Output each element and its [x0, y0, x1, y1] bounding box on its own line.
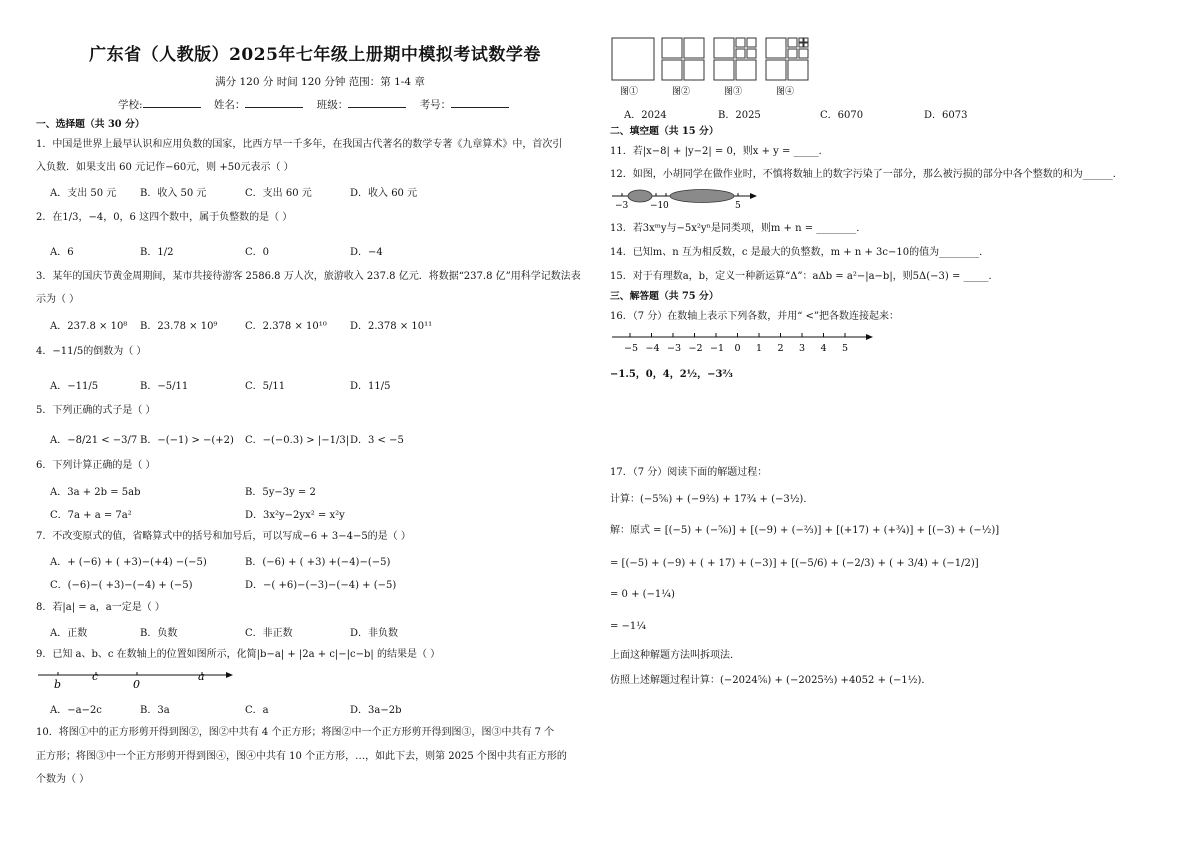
- q17-step-1: 解：原式 = [(−5) + (−⅚)] + [(−9) + (−⅔)] + [(+17) + (+¾)] + [(−3) + (−½)]: [610, 525, 1000, 536]
- fig4-caption: 图④: [776, 87, 795, 97]
- q5-option-a[interactable]: A．−8/21 < −3/7: [50, 435, 138, 446]
- q4-option-b[interactable]: B．−5/11: [140, 381, 189, 392]
- section-solve: 三、解答题（共 75 分）: [610, 291, 719, 302]
- q16-tick-label: −4: [645, 343, 660, 354]
- q6-option-b[interactable]: B．5y−3y = 2: [245, 487, 316, 498]
- ink-blot-right: [670, 190, 734, 203]
- q16-tick-label: −2: [688, 343, 703, 354]
- q3-option-a[interactable]: A．237.8 × 10⁸: [50, 321, 128, 332]
- q16-tick-label: 0: [734, 343, 741, 354]
- name-label: 姓名：: [213, 99, 246, 111]
- q10-option-c[interactable]: C．6070: [820, 110, 864, 121]
- q12-label-minus3: −3: [615, 201, 629, 210]
- q6-option-a[interactable]: A．3a + 2b = 5ab: [50, 487, 141, 498]
- q4-option-c[interactable]: C．5/11: [245, 381, 286, 392]
- q10-figures: [610, 36, 830, 98]
- q5-option-b[interactable]: B．−(−1) > −(+2): [140, 435, 234, 446]
- q3-option-c[interactable]: C．2.378 × 10¹⁰: [245, 321, 327, 332]
- fig3-caption: 图③: [724, 87, 743, 97]
- q9-option-c[interactable]: C．a: [245, 705, 269, 716]
- q9-option-a[interactable]: A．−a−2c: [50, 705, 102, 716]
- q1-option-d[interactable]: D．收入 60 元: [350, 188, 418, 199]
- q1-option-b[interactable]: B．收入 50 元: [140, 188, 207, 199]
- q3-text: 3．某年的国庆节黄金周期间，某市共接待游客 2586.8 万人次，旅游收入 237.8 亿元．将数据“237.8 亿”用科学记数法表: [36, 271, 581, 282]
- exam-title: 广东省（人教版）2025年七年级上册期中模拟考试数学卷: [89, 45, 541, 65]
- exam-no-label: 考号：: [419, 99, 452, 111]
- q12-number-line: [610, 186, 760, 210]
- q9-option-d[interactable]: D．3a−2b: [350, 705, 402, 716]
- q16-tick-label: −5: [624, 343, 639, 354]
- q1-text-2: 入负数．如果支出 60 元记作−60元，则 +50元表示（ ）: [36, 162, 294, 173]
- q8-option-d[interactable]: D．非负数: [350, 628, 399, 639]
- student-info: [118, 97, 518, 112]
- q2-option-a[interactable]: A．6: [50, 247, 74, 258]
- school-field[interactable]: [143, 97, 201, 108]
- q4-text: 4．−11/5的倒数为（ ）: [36, 346, 147, 357]
- q9-label-0: 0: [133, 678, 140, 691]
- class-field[interactable]: [348, 97, 406, 108]
- q16-text: 16．（7 分）在数轴上表示下列各数，并用“ <”把各数连接起来：: [610, 311, 900, 322]
- q10-option-a[interactable]: A．2024: [624, 110, 667, 121]
- name-field[interactable]: [245, 97, 303, 108]
- q2-text: 2．在1/3，−4，0，6 这四个数中，属于负整数的是（ ）: [36, 212, 293, 223]
- q16-tick-label: 1: [756, 343, 763, 354]
- q8-text: 8．若|a| = a，a一定是（ ）: [36, 602, 165, 613]
- section-choice: 一、选择题（共 30 分）: [36, 119, 145, 130]
- q9-number-line: [36, 666, 236, 694]
- q2-option-b[interactable]: B．1/2: [140, 247, 174, 258]
- q13-text: 13．若3xᵐy与−5x²yⁿ是同类项，则m + n = ________．: [610, 223, 867, 234]
- q14-text: 14．已知m、n 互为相反数，c 是最大的负整数，m + n + 3c−10的值为________．: [610, 247, 990, 258]
- q9-label-c: c: [92, 670, 99, 683]
- q8-option-c[interactable]: C．非正数: [245, 628, 293, 639]
- q16-number-line: [610, 330, 880, 356]
- q11-text: 11．若|x−8| + |y−2| = 0，则x + y = _____．: [610, 146, 829, 157]
- q7-option-b[interactable]: B．(−6) + ( +3) +(−4)−(−5): [245, 557, 391, 568]
- q17-step-3: = 0 + (−1¼): [610, 589, 675, 600]
- q10-text-2: 正方形；将图③中一个正方形剪开得到图④，图④中共有 10 个正方形，…，如此下去，则第 2025 个图中共有正方形的: [36, 751, 567, 762]
- q9-text: 9．已知 a、b、c 在数轴上的位置如图所示，化简|b−a| + |2a + c|−|c−b| 的结果是（ ）: [36, 649, 441, 660]
- q7-option-d[interactable]: D．−( +6)−(−3)−(−4) + (−5): [245, 580, 397, 591]
- q8-option-a[interactable]: A．正数: [50, 628, 88, 639]
- q5-option-c[interactable]: C．−(−0.3) > |−1/3|: [245, 435, 350, 446]
- q2-option-d[interactable]: D．−4: [350, 247, 383, 258]
- q5-option-d[interactable]: D．3 < −5: [350, 435, 404, 446]
- q12-text: 12．如图，小胡同学在做作业时，不慎将数轴上的数字污染了一部分，那么被污损的部分中各个整数的和为______．: [610, 169, 1123, 180]
- q15-text: 15．对于有理数a，b，定义一种新运算“Δ”：aΔb = a²−|a−b|，则5Δ(−3) = _____．: [610, 271, 999, 282]
- q17-text: 17．（7 分）阅读下面的解题过程：: [610, 467, 768, 478]
- q7-text: 7．不改变原式的值，省略算式中的括号和加号后，可以写成−6 + 3−4−5的是（ ）: [36, 531, 411, 542]
- q10-text-3: 个数为（ ）: [36, 774, 90, 785]
- q12-label-minus1: −1: [650, 201, 664, 210]
- q3-option-d[interactable]: D．2.378 × 10¹¹: [350, 321, 433, 332]
- q16-tick-label: −1: [710, 343, 725, 354]
- q9-label-a: a: [198, 670, 205, 683]
- figure-4: [766, 38, 808, 80]
- q10-text: 10．将图①中的正方形剪开得到图②，图②中共有 4 个正方形；将图②中一个正方形剪开得到图③，图③中共有 7 个: [36, 727, 555, 738]
- q16-tick-label: 4: [820, 343, 827, 354]
- q6-text: 6．下列计算正确的是（ ）: [36, 460, 156, 471]
- q17-task: 仿照上述解题过程计算：(−2024⅚) + (−2025⅔) +4052 + (−1½)．: [610, 675, 932, 686]
- section-fill: 二、填空题（共 15 分）: [610, 126, 719, 137]
- fig2-caption: 图②: [672, 87, 691, 97]
- q17-step-4: = −1¼: [610, 621, 646, 632]
- q16-tick-label: 3: [799, 343, 806, 354]
- q1-option-a[interactable]: A．支出 50 元: [50, 188, 117, 199]
- q7-option-c[interactable]: C．(−6)−( +3)−(−4) + (−5): [50, 580, 193, 591]
- q16-tick-label: 2: [777, 343, 784, 354]
- exam-subtitle: 满分 120 分 时间 120 分钟 范围：第 1-4 章: [215, 76, 425, 88]
- q10-option-d[interactable]: D．6073: [924, 110, 968, 121]
- fig1-caption: 图①: [620, 87, 639, 97]
- q6-option-d[interactable]: D．3x²y−2yx² = x²y: [245, 510, 345, 521]
- q16-tick-label: −3: [667, 343, 682, 354]
- q10-option-b[interactable]: B．2025: [718, 110, 761, 121]
- q17-step-2: = [(−5) + (−9) + ( + 17) + (−3)] + [(−5/6) + (−2/3) + ( + 3/4) + (−1/2)]: [610, 558, 979, 569]
- q6-option-c[interactable]: C．7a + a = 7a²: [50, 510, 132, 521]
- q1-text: 1．中国是世界上最早认识和应用负数的国家，比西方早一千多年，在我国古代著名的数学专著《九章算术》中，首次引: [36, 139, 563, 150]
- q16-tick-label: 5: [842, 343, 849, 354]
- q16-numbers: −1.5，0，4，2½，−3⅔: [610, 369, 733, 380]
- q7-option-a[interactable]: A．+ (−6) + ( +3)−(+4) −(−5): [50, 557, 207, 568]
- q17-problem: 计算：(−5⅚) + (−9⅔) + 17¾ + (−3½)．: [610, 494, 814, 505]
- figure-2: [662, 38, 704, 80]
- ink-blot-left: [628, 190, 652, 202]
- class-label: 班级：: [316, 99, 349, 111]
- q8-option-b[interactable]: B．负数: [140, 628, 178, 639]
- figure-3: [714, 38, 756, 80]
- q9-label-b: b: [54, 678, 62, 691]
- q3-option-b[interactable]: B．23.78 × 10⁹: [140, 321, 218, 332]
- q4-option-d[interactable]: D．11/5: [350, 381, 391, 392]
- q3-text-2: 示为（ ）: [36, 294, 80, 305]
- q12-label-5: 5: [735, 201, 741, 210]
- q12-label-0: 0: [663, 201, 669, 210]
- q9-option-b[interactable]: B．3a: [140, 705, 170, 716]
- q4-option-a[interactable]: A．−11/5: [50, 381, 99, 392]
- figure-1: [612, 38, 654, 80]
- q5-text: 5．下列正确的式子是（ ）: [36, 405, 156, 416]
- exam-no-field[interactable]: [451, 97, 509, 108]
- q2-option-c[interactable]: C．0: [245, 247, 270, 258]
- school-label: 学校:: [118, 99, 143, 111]
- q17-note: 上面这种解题方法叫拆项法．: [610, 650, 740, 661]
- q1-option-c[interactable]: C．支出 60 元: [245, 188, 312, 199]
